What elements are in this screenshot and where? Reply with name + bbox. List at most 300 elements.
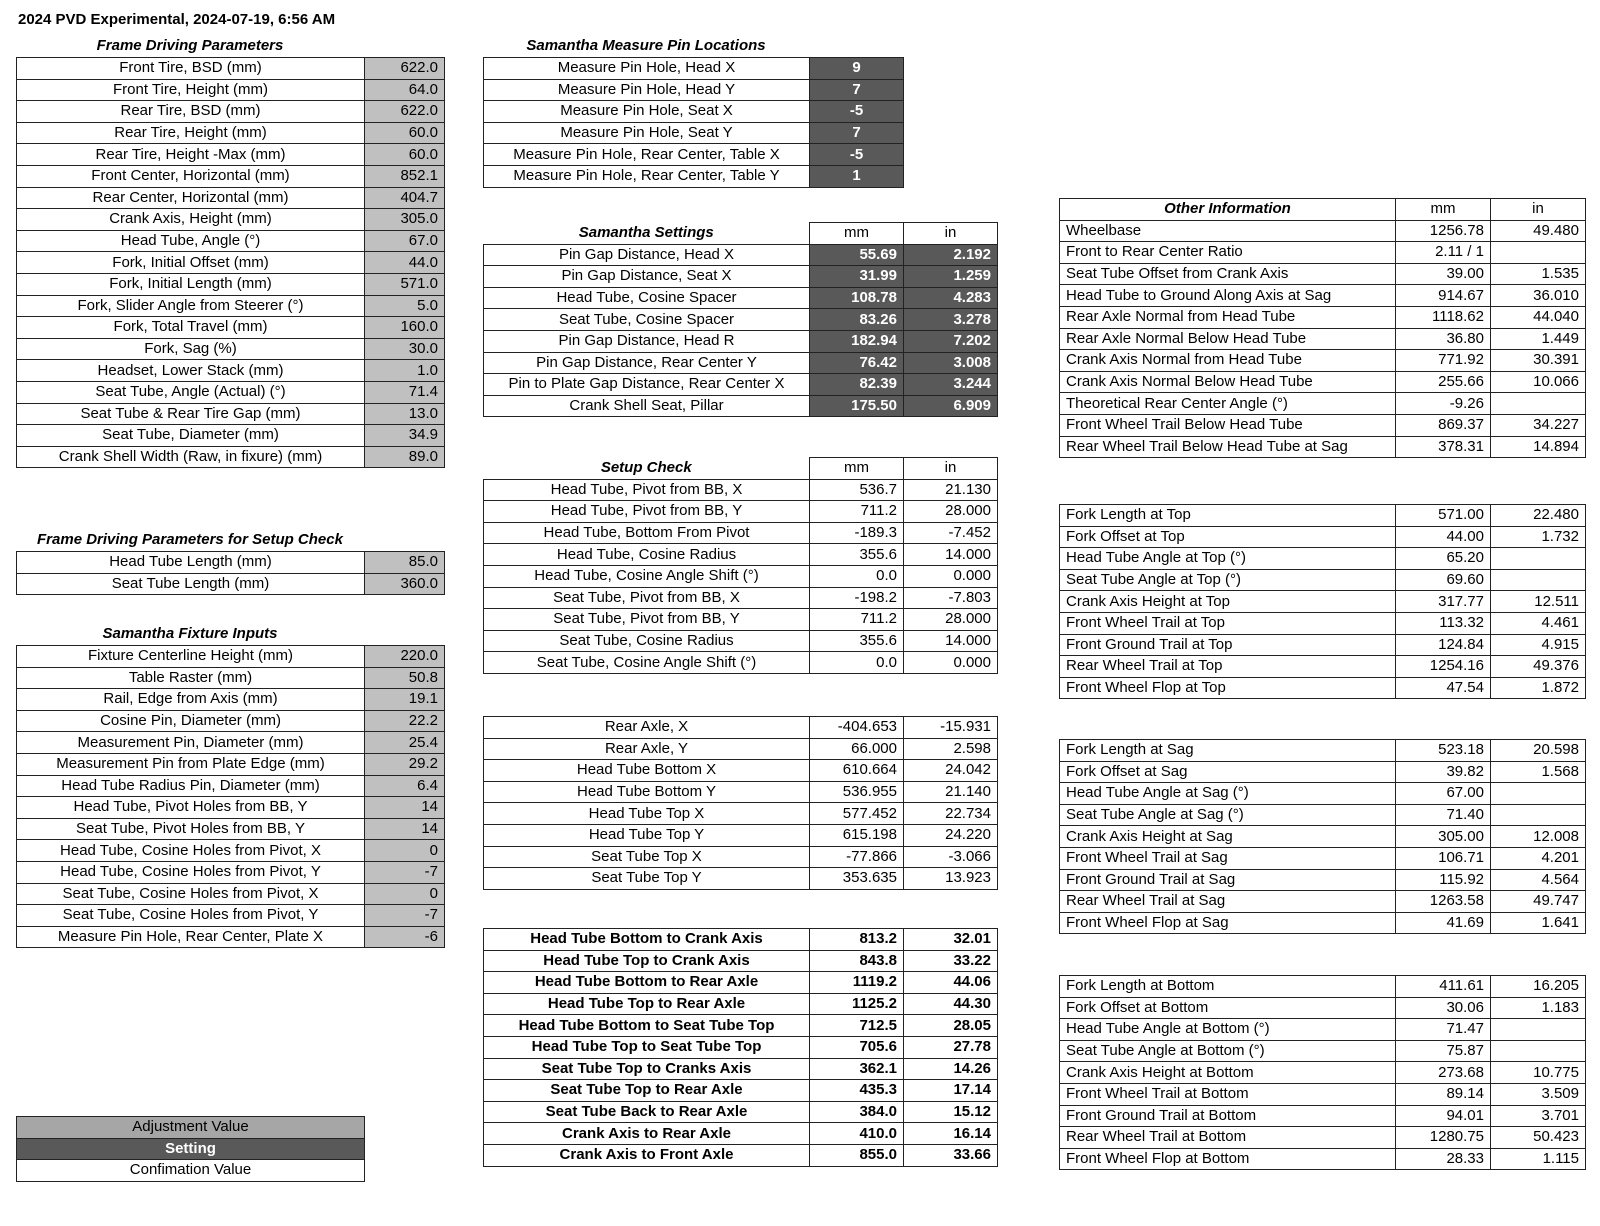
table-row	[1060, 1083, 1586, 1105]
table-row	[1060, 371, 1586, 393]
table-row	[17, 775, 445, 797]
table-row	[1060, 826, 1586, 848]
adjustment-value: 30.0	[365, 338, 445, 360]
table-row	[484, 309, 998, 331]
setting-value-mm: 31.99	[810, 266, 904, 288]
value-mm: 378.31	[1396, 436, 1491, 458]
row-label: Measure Pin Hole, Rear Center, Table Y	[484, 165, 810, 187]
table-row	[484, 1101, 998, 1123]
table-row	[1060, 569, 1586, 591]
value-in: 3.701	[1491, 1105, 1586, 1127]
table-row	[1060, 285, 1586, 307]
adjustment-value: 305.0	[365, 209, 445, 231]
row-label: Theoretical Rear Center Angle (°)	[1060, 393, 1396, 415]
table-row	[17, 187, 445, 209]
value-in: 30.391	[1491, 350, 1586, 372]
row-label: Fork Offset at Top	[1060, 526, 1396, 548]
adjustment-value: 44.0	[365, 252, 445, 274]
table-row	[17, 732, 445, 754]
adjustment-value: 25.4	[365, 732, 445, 754]
value-mm: 1280.75	[1396, 1127, 1491, 1149]
adjustment-value: -6	[365, 926, 445, 948]
value-in: 16.14	[904, 1123, 998, 1145]
adjustment-value: 852.1	[365, 165, 445, 187]
table-row	[17, 338, 445, 360]
row-label: Wheelbase	[1060, 220, 1396, 242]
table-row	[484, 781, 998, 803]
value-mm: 65.20	[1396, 548, 1491, 570]
adjustment-value: 22.2	[365, 710, 445, 732]
row-label: Rear Axle Normal Below Head Tube	[1060, 328, 1396, 350]
adjustment-value: 360.0	[365, 573, 445, 595]
setting-value-in: 3.008	[904, 352, 998, 374]
table-row	[1060, 1148, 1586, 1170]
table-row	[17, 122, 445, 144]
table-row	[484, 479, 998, 501]
adjustment-value: 220.0	[365, 646, 445, 668]
table-row	[17, 273, 445, 295]
adjustment-value: 622.0	[365, 101, 445, 123]
value-mm: 711.2	[810, 501, 904, 523]
value-in	[1491, 1019, 1586, 1041]
table-row	[1060, 1040, 1586, 1062]
value-mm: 536.955	[810, 781, 904, 803]
value-mm: 39.00	[1396, 263, 1491, 285]
setting-value-mm: 83.26	[810, 309, 904, 331]
row-label: Head Tube, Cosine Holes from Pivot, Y	[17, 861, 365, 883]
value-mm: 411.61	[1396, 976, 1491, 998]
row-label: Head Tube, Pivot Holes from BB, Y	[17, 797, 365, 819]
table-row	[1060, 976, 1586, 998]
value-in: 34.227	[1491, 414, 1586, 436]
adjustment-value: -7	[365, 861, 445, 883]
value-mm: 577.452	[810, 803, 904, 825]
row-label: Measure Pin Hole, Rear Center, Plate X	[17, 926, 365, 948]
table-row	[1060, 1105, 1586, 1127]
table-row	[17, 689, 445, 711]
frame-driving-table	[16, 57, 445, 468]
value-in: 22.480	[1491, 505, 1586, 527]
table-row	[484, 144, 904, 166]
value-in: 28.000	[904, 609, 998, 631]
row-label: Head Tube Top X	[484, 803, 810, 825]
table-row	[17, 797, 445, 819]
row-label: Rear Tire, BSD (mm)	[17, 101, 365, 123]
setting-value: 7	[810, 122, 904, 144]
row-label: Pin Gap Distance, Head R	[484, 330, 810, 352]
row-label: Fork, Total Travel (mm)	[17, 317, 365, 339]
table-row	[17, 381, 445, 403]
row-label: Front Tire, BSD (mm)	[17, 58, 365, 80]
other-info-table	[1059, 198, 1586, 458]
value-in: 49.747	[1491, 891, 1586, 913]
value-mm: 75.87	[1396, 1040, 1491, 1062]
table-row	[1060, 220, 1586, 242]
row-label: Table Raster (mm)	[17, 667, 365, 689]
table-row	[1060, 505, 1586, 527]
pin-locations-heading: Samantha Measure Pin Locations	[526, 37, 766, 54]
table-row	[484, 565, 998, 587]
table-row	[484, 165, 904, 187]
adjustment-value: 0	[365, 883, 445, 905]
row-label: Head Tube Length (mm)	[17, 552, 365, 574]
table-row	[484, 1080, 998, 1102]
table-row	[1060, 783, 1586, 805]
table-row	[484, 950, 998, 972]
value-mm: 1256.78	[1396, 220, 1491, 242]
table-row	[484, 993, 998, 1015]
table-row	[1060, 242, 1586, 264]
row-label: Head Tube, Bottom From Pivot	[484, 522, 810, 544]
value-in: 0.000	[904, 565, 998, 587]
value-in: 4.201	[1491, 847, 1586, 869]
table-row	[1060, 761, 1586, 783]
value-in: 2.598	[904, 738, 998, 760]
row-label: Seat Tube, Cosine Spacer	[484, 309, 810, 331]
legend-confirmation: Confimation Value	[17, 1160, 365, 1182]
value-in: 4.915	[1491, 634, 1586, 656]
table-row	[1060, 847, 1586, 869]
row-label: Front to Rear Center Ratio	[1060, 242, 1396, 264]
row-label: Seat Tube, Angle (Actual) (°)	[17, 381, 365, 403]
table-row	[1060, 891, 1586, 913]
legend-confirmation-row	[17, 1160, 365, 1182]
column-header-mm: mm	[810, 223, 904, 245]
row-label: Head Tube, Cosine Angle Shift (°)	[484, 565, 810, 587]
table-row	[484, 1058, 998, 1080]
adjustment-value: 64.0	[365, 79, 445, 101]
adjustment-value: 160.0	[365, 317, 445, 339]
value-in: 22.734	[904, 803, 998, 825]
row-label: Seat Tube Length (mm)	[17, 573, 365, 595]
table-row	[1060, 548, 1586, 570]
value-mm: 1118.62	[1396, 306, 1491, 328]
table-row	[484, 1015, 998, 1037]
value-in: 1.183	[1491, 997, 1586, 1019]
table-row	[1060, 912, 1586, 934]
row-label: Measurement Pin, Diameter (mm)	[17, 732, 365, 754]
table-row	[1060, 436, 1586, 458]
table-row	[484, 972, 998, 994]
table-row	[1060, 656, 1586, 678]
row-label: Front Ground Trail at Sag	[1060, 869, 1396, 891]
table-row	[17, 209, 445, 231]
value-mm: 771.92	[1396, 350, 1491, 372]
row-label: Head Tube Bottom X	[484, 760, 810, 782]
row-label: Rail, Edge from Axis (mm)	[17, 689, 365, 711]
frame-setup-check-table	[16, 551, 445, 595]
value-mm: 66.000	[810, 738, 904, 760]
row-label: Crank Axis Normal from Head Tube	[1060, 350, 1396, 372]
value-in: 1.732	[1491, 526, 1586, 548]
row-label: Fork Length at Top	[1060, 505, 1396, 527]
value-in	[1491, 783, 1586, 805]
value-in	[1491, 242, 1586, 264]
row-label: Head Tube, Cosine Radius	[484, 544, 810, 566]
adjustment-value: 622.0	[365, 58, 445, 80]
row-label: Seat Tube Top Y	[484, 868, 810, 890]
value-mm: -189.3	[810, 522, 904, 544]
value-mm: 536.7	[810, 479, 904, 501]
value-mm: 67.00	[1396, 783, 1491, 805]
value-mm: 615.198	[810, 824, 904, 846]
row-label: Front Wheel Flop at Sag	[1060, 912, 1396, 934]
table-row	[484, 395, 998, 417]
row-label: Seat Tube Top to Rear Axle	[484, 1080, 810, 1102]
table-row	[1060, 393, 1586, 415]
table-row	[1060, 1019, 1586, 1041]
value-mm: 47.54	[1396, 677, 1491, 699]
setting-value-in: 1.259	[904, 266, 998, 288]
value-in: 1.568	[1491, 761, 1586, 783]
value-mm: 89.14	[1396, 1083, 1491, 1105]
row-label: Pin to Plate Gap Distance, Rear Center X	[484, 374, 810, 396]
at-sag-table	[1059, 739, 1586, 934]
row-label: Rear Axle, Y	[484, 738, 810, 760]
row-label: Measure Pin Hole, Rear Center, Table X	[484, 144, 810, 166]
value-mm: 353.635	[810, 868, 904, 890]
row-label: Rear Wheel Trail at Sag	[1060, 891, 1396, 913]
value-in: 36.010	[1491, 285, 1586, 307]
adjustment-value: 60.0	[365, 122, 445, 144]
row-label: Head Tube, Pivot from BB, Y	[484, 501, 810, 523]
table-row	[17, 840, 445, 862]
row-label: Pin Gap Distance, Head X	[484, 244, 810, 266]
value-mm: 869.37	[1396, 414, 1491, 436]
value-in	[1491, 804, 1586, 826]
header-row	[1060, 199, 1586, 221]
value-in: 1.535	[1491, 263, 1586, 285]
row-label: Seat Tube, Cosine Radius	[484, 630, 810, 652]
table-row	[484, 522, 998, 544]
distances-table	[483, 928, 998, 1167]
value-mm: 1125.2	[810, 993, 904, 1015]
table-row	[484, 1144, 998, 1166]
row-label: Head Tube, Pivot from BB, X	[484, 479, 810, 501]
value-in: 21.140	[904, 781, 998, 803]
table-row	[484, 717, 998, 739]
table-row	[484, 501, 998, 523]
value-mm: 435.3	[810, 1080, 904, 1102]
adjustment-value: 89.0	[365, 446, 445, 468]
table-row	[484, 846, 998, 868]
value-mm: 41.69	[1396, 912, 1491, 934]
table-row	[1060, 804, 1586, 826]
row-label: Rear Wheel Trail Below Head Tube at Sag	[1060, 436, 1396, 458]
value-in: -15.931	[904, 717, 998, 739]
setting-value: 9	[810, 58, 904, 80]
row-label: Front Ground Trail at Bottom	[1060, 1105, 1396, 1127]
adjustment-value: 404.7	[365, 187, 445, 209]
adjustment-value: 34.9	[365, 425, 445, 447]
table-row	[484, 652, 998, 674]
frame-setup-check-heading: Frame Driving Parameters for Setup Check	[37, 531, 343, 548]
value-in: 12.008	[1491, 826, 1586, 848]
row-label: Seat Tube Angle at Sag (°)	[1060, 804, 1396, 826]
value-in: 4.461	[1491, 612, 1586, 634]
value-mm: 317.77	[1396, 591, 1491, 613]
adjustment-value: 6.4	[365, 775, 445, 797]
table-row	[484, 824, 998, 846]
value-in	[1491, 393, 1586, 415]
table-heading: Setup Check	[484, 458, 810, 480]
value-mm: 36.80	[1396, 328, 1491, 350]
value-in: -7.452	[904, 522, 998, 544]
setting-value-in: 6.909	[904, 395, 998, 417]
table-row	[17, 667, 445, 689]
legend-table	[16, 1116, 365, 1182]
value-in: 1.872	[1491, 677, 1586, 699]
row-label: Seat Tube, Cosine Angle Shift (°)	[484, 652, 810, 674]
value-mm: 28.33	[1396, 1148, 1491, 1170]
table-row	[1060, 1062, 1586, 1084]
table-row	[17, 295, 445, 317]
table-row	[17, 552, 445, 574]
row-label: Fork, Initial Offset (mm)	[17, 252, 365, 274]
pin-locations-table	[483, 57, 904, 188]
row-label: Measure Pin Hole, Head X	[484, 58, 810, 80]
table-row	[484, 1123, 998, 1145]
table-row	[1060, 263, 1586, 285]
value-mm: 705.6	[810, 1036, 904, 1058]
value-mm: 255.66	[1396, 371, 1491, 393]
row-label: Headset, Lower Stack (mm)	[17, 360, 365, 382]
value-in: 49.480	[1491, 220, 1586, 242]
setup-check-table	[483, 457, 998, 674]
table-row	[17, 101, 445, 123]
value-mm: 0.0	[810, 565, 904, 587]
row-label: Seat Tube Angle at Top (°)	[1060, 569, 1396, 591]
legend-setting-row	[17, 1138, 365, 1160]
adjustment-value: 14	[365, 797, 445, 819]
row-label: Seat Tube, Pivot from BB, Y	[484, 609, 810, 631]
row-label: Measure Pin Hole, Seat X	[484, 101, 810, 123]
table-row	[17, 753, 445, 775]
row-label: Crank Axis Height at Sag	[1060, 826, 1396, 848]
setting-value-mm: 82.39	[810, 374, 904, 396]
value-mm: 523.18	[1396, 740, 1491, 762]
table-row	[1060, 306, 1586, 328]
table-row	[484, 1036, 998, 1058]
value-mm: 113.32	[1396, 612, 1491, 634]
row-label: Crank Axis to Front Axle	[484, 1144, 810, 1166]
value-mm: 115.92	[1396, 869, 1491, 891]
row-label: Crank Axis Height at Top	[1060, 591, 1396, 613]
row-label: Head Tube, Cosine Holes from Pivot, X	[17, 840, 365, 862]
fixture-inputs-heading: Samantha Fixture Inputs	[102, 625, 278, 642]
row-label: Head Tube Bottom to Seat Tube Top	[484, 1015, 810, 1037]
value-mm: 855.0	[810, 1144, 904, 1166]
adjustment-value: 50.8	[365, 667, 445, 689]
table-heading: Other Information	[1060, 199, 1396, 221]
row-label: Measure Pin Hole, Head Y	[484, 79, 810, 101]
row-label: Head Tube Top to Crank Axis	[484, 950, 810, 972]
row-label: Crank Shell Seat, Pillar	[484, 395, 810, 417]
value-in: 14.000	[904, 544, 998, 566]
value-mm: 30.06	[1396, 997, 1491, 1019]
value-mm: 94.01	[1396, 1105, 1491, 1127]
value-in: 4.564	[1491, 869, 1586, 891]
value-mm: 712.5	[810, 1015, 904, 1037]
row-label: Head Tube Angle at Sag (°)	[1060, 783, 1396, 805]
row-label: Head Tube, Angle (°)	[17, 230, 365, 252]
table-row	[17, 360, 445, 382]
value-in: 13.923	[904, 868, 998, 890]
table-row	[1060, 634, 1586, 656]
table-row	[484, 868, 998, 890]
row-label: Rear Tire, Height -Max (mm)	[17, 144, 365, 166]
value-mm: 355.6	[810, 544, 904, 566]
value-in: 44.040	[1491, 306, 1586, 328]
frame-driving-heading: Frame Driving Parameters	[96, 37, 284, 54]
table-row	[484, 244, 998, 266]
value-in: 24.220	[904, 824, 998, 846]
value-in: 28.05	[904, 1015, 998, 1037]
value-in: 20.598	[1491, 740, 1586, 762]
row-label: Fork Length at Bottom	[1060, 976, 1396, 998]
row-label: Fork Offset at Sag	[1060, 761, 1396, 783]
value-in: 33.22	[904, 950, 998, 972]
row-label: Head Tube Bottom Y	[484, 781, 810, 803]
value-mm: 124.84	[1396, 634, 1491, 656]
row-label: Fork, Sag (%)	[17, 338, 365, 360]
value-in: -7.803	[904, 587, 998, 609]
row-label: Seat Tube, Pivot Holes from BB, Y	[17, 818, 365, 840]
table-row	[1060, 677, 1586, 699]
setting-value: 1	[810, 165, 904, 187]
row-label: Crank Axis Height at Bottom	[1060, 1062, 1396, 1084]
value-mm: 813.2	[810, 929, 904, 951]
table-row	[17, 646, 445, 668]
adjustment-value: -7	[365, 905, 445, 927]
coordinates-table	[483, 716, 998, 890]
value-mm: -9.26	[1396, 393, 1491, 415]
adjustment-value: 1.0	[365, 360, 445, 382]
table-row	[484, 760, 998, 782]
table-row	[17, 905, 445, 927]
table-row	[1060, 328, 1586, 350]
row-label: Front Wheel Trail Below Head Tube	[1060, 414, 1396, 436]
table-row	[17, 165, 445, 187]
value-in: 33.66	[904, 1144, 998, 1166]
value-mm: 0.0	[810, 652, 904, 674]
setting-value-in: 7.202	[904, 330, 998, 352]
value-in: 44.30	[904, 993, 998, 1015]
row-label: Head Tube, Cosine Spacer	[484, 287, 810, 309]
table-row	[484, 352, 998, 374]
value-mm: -198.2	[810, 587, 904, 609]
table-row	[484, 79, 904, 101]
table-row	[484, 58, 904, 80]
table-row	[484, 122, 904, 144]
table-row	[1060, 591, 1586, 613]
table-row	[1060, 526, 1586, 548]
adjustment-value: 71.4	[365, 381, 445, 403]
row-label: Front Tire, Height (mm)	[17, 79, 365, 101]
row-label: Front Wheel Trail at Sag	[1060, 847, 1396, 869]
row-label: Seat Tube Offset from Crank Axis	[1060, 263, 1396, 285]
row-label: Front Wheel Flop at Top	[1060, 677, 1396, 699]
value-mm: 71.40	[1396, 804, 1491, 826]
setting-value-mm: 175.50	[810, 395, 904, 417]
table-row	[17, 883, 445, 905]
row-label: Seat Tube, Diameter (mm)	[17, 425, 365, 447]
value-mm: 71.47	[1396, 1019, 1491, 1041]
value-mm: 362.1	[810, 1058, 904, 1080]
setting-value-in: 2.192	[904, 244, 998, 266]
value-in: 12.511	[1491, 591, 1586, 613]
table-row	[484, 101, 904, 123]
